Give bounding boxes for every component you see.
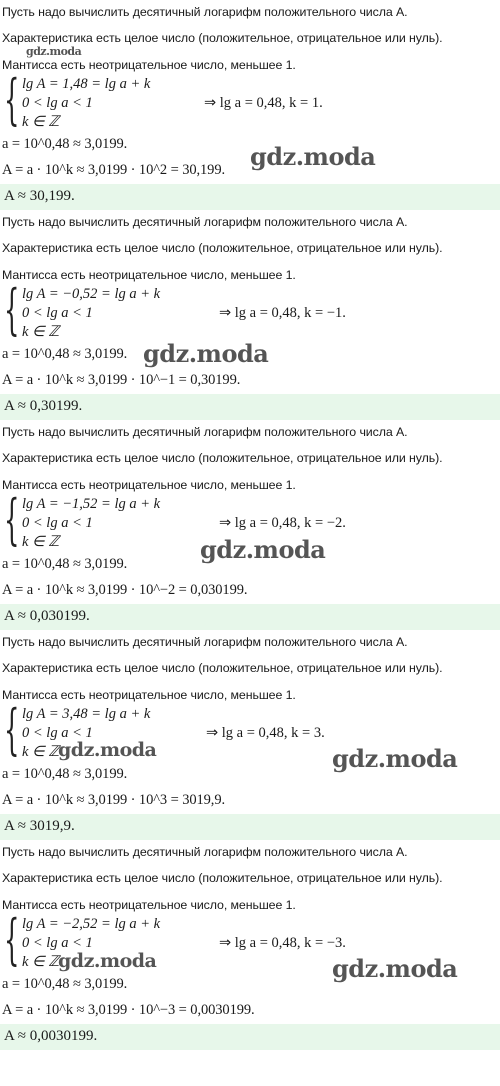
watermark-logo: gdz.moda [58, 739, 157, 761]
equation-system [4, 278, 499, 343]
brace-icon: { [4, 908, 20, 971]
system-row-1: lg A = 1,48 = lg a + k [22, 76, 151, 92]
system-row-1: lg A = −0,52 = lg a + k [22, 286, 161, 302]
brace-icon: { [4, 278, 20, 341]
system-row-1: lg A = 3,48 = lg a + k [22, 706, 151, 722]
brace-icon: { [4, 698, 20, 761]
watermark-logo: gdz.moda [58, 950, 157, 972]
system-result: ⇒ lg a = 0,48, k = 3. [206, 725, 325, 741]
brace-icon: { [4, 488, 20, 551]
answer-box [0, 184, 500, 210]
solution-section-1 [0, 0, 500, 210]
A-value-line: A = a · 10^k ≈ 3,0199 · 10^3 = 3019,9. [2, 792, 226, 808]
a-value-line: a = 10^0,48 ≈ 3,0199. [2, 136, 128, 152]
watermark-logo: gdz.moda [332, 744, 458, 773]
watermark-logo: gdz.moda [143, 339, 269, 368]
system-row-1: lg A = −2,52 = lg a + k [22, 916, 161, 932]
system-row-1: lg A = −1,52 = lg a + k [22, 496, 161, 512]
characteristic-text: Характеристика есть целое число (положительное, отрицательное или нуль). [2, 31, 443, 45]
solution-section-4 [0, 630, 500, 840]
intro-text: Пусть надо вычислить десятичный логарифм положительного числа A. [2, 635, 408, 649]
solution-section-5 [0, 840, 500, 1050]
a-value-line: a = 10^0,48 ≈ 3,0199. [2, 556, 128, 572]
answer-text: A ≈ 0,030199. [4, 608, 90, 624]
answer-box [0, 394, 500, 420]
watermark-logo: gdz.moda [26, 45, 82, 58]
system-row-3: k ∈ ℤ [22, 744, 60, 760]
mantissa-text: Мантисса есть неотрицательное число, меньшее 1. [2, 58, 296, 72]
system-row-2: 0 < lg a < 1 [22, 725, 93, 741]
answer-text: A ≈ 3019,9. [4, 818, 75, 834]
characteristic-text: Характеристика есть целое число (положительное, отрицательное или нуль). [2, 661, 443, 675]
characteristic-text: Характеристика есть целое число (положительное, отрицательное или нуль). [2, 451, 443, 465]
system-row-3: k ∈ ℤ [22, 954, 60, 970]
answer-box [0, 814, 500, 840]
system-row-2: 0 < lg a < 1 [22, 515, 93, 531]
watermark-logo: gdz.moda [332, 954, 458, 983]
a-value-line: a = 10^0,48 ≈ 3,0199. [2, 346, 128, 362]
characteristic-text: Характеристика есть целое число (положительное, отрицательное или нуль). [2, 871, 443, 885]
equation-system [4, 68, 499, 133]
characteristic-text: Характеристика есть целое число (положительное, отрицательное или нуль). [2, 241, 443, 255]
answer-box [0, 604, 500, 630]
system-row-3: k ∈ ℤ [22, 114, 60, 130]
A-value-line: A = a · 10^k ≈ 3,0199 · 10^2 = 30,199. [2, 162, 226, 178]
A-value-line: A = a · 10^k ≈ 3,0199 · 10^−2 = 0,030199. [2, 582, 248, 598]
intro-text: Пусть надо вычислить десятичный логарифм положительного числа A. [2, 425, 408, 439]
answer-text: A ≈ 0,30199. [4, 398, 83, 414]
A-value-line: A = a · 10^k ≈ 3,0199 · 10^−1 = 0,30199. [2, 372, 241, 388]
solution-section-2 [0, 210, 500, 420]
solution-section-3 [0, 420, 500, 630]
system-result: ⇒ lg a = 0,48, k = −3. [219, 935, 346, 951]
intro-text: Пусть надо вычислить десятичный логарифм положительного числа A. [2, 845, 408, 859]
intro-text: Пусть надо вычислить десятичный логарифм положительного числа A. [2, 215, 408, 229]
system-row-2: 0 < lg a < 1 [22, 305, 93, 321]
mantissa-text: Мантисса есть неотрицательное число, меньшее 1. [2, 478, 296, 492]
system-result: ⇒ lg a = 0,48, k = 1. [204, 95, 323, 111]
watermark-logo: gdz.moda [250, 142, 376, 171]
watermark-logo: gdz.moda [200, 535, 326, 564]
system-row-3: k ∈ ℤ [22, 324, 60, 340]
answer-text: A ≈ 0,0030199. [4, 1028, 98, 1044]
brace-icon: { [4, 68, 20, 131]
answer-box [0, 1024, 500, 1050]
system-result: ⇒ lg a = 0,48, k = −1. [219, 305, 346, 321]
mantissa-text: Мантисса есть неотрицательное число, меньшее 1. [2, 688, 296, 702]
a-value-line: a = 10^0,48 ≈ 3,0199. [2, 766, 128, 782]
answer-text: A ≈ 30,199. [4, 188, 75, 204]
A-value-line: A = a · 10^k ≈ 3,0199 · 10^−3 = 0,0030199. [2, 1002, 255, 1018]
intro-text: Пусть надо вычислить десятичный логарифм положительного числа A. [2, 5, 408, 19]
a-value-line: a = 10^0,48 ≈ 3,0199. [2, 976, 128, 992]
system-row-2: 0 < lg a < 1 [22, 935, 93, 951]
system-result: ⇒ lg a = 0,48, k = −2. [219, 515, 346, 531]
system-row-3: k ∈ ℤ [22, 534, 60, 550]
mantissa-text: Мантисса есть неотрицательное число, меньшее 1. [2, 898, 296, 912]
mantissa-text: Мантисса есть неотрицательное число, меньшее 1. [2, 268, 296, 282]
system-row-2: 0 < lg a < 1 [22, 95, 93, 111]
